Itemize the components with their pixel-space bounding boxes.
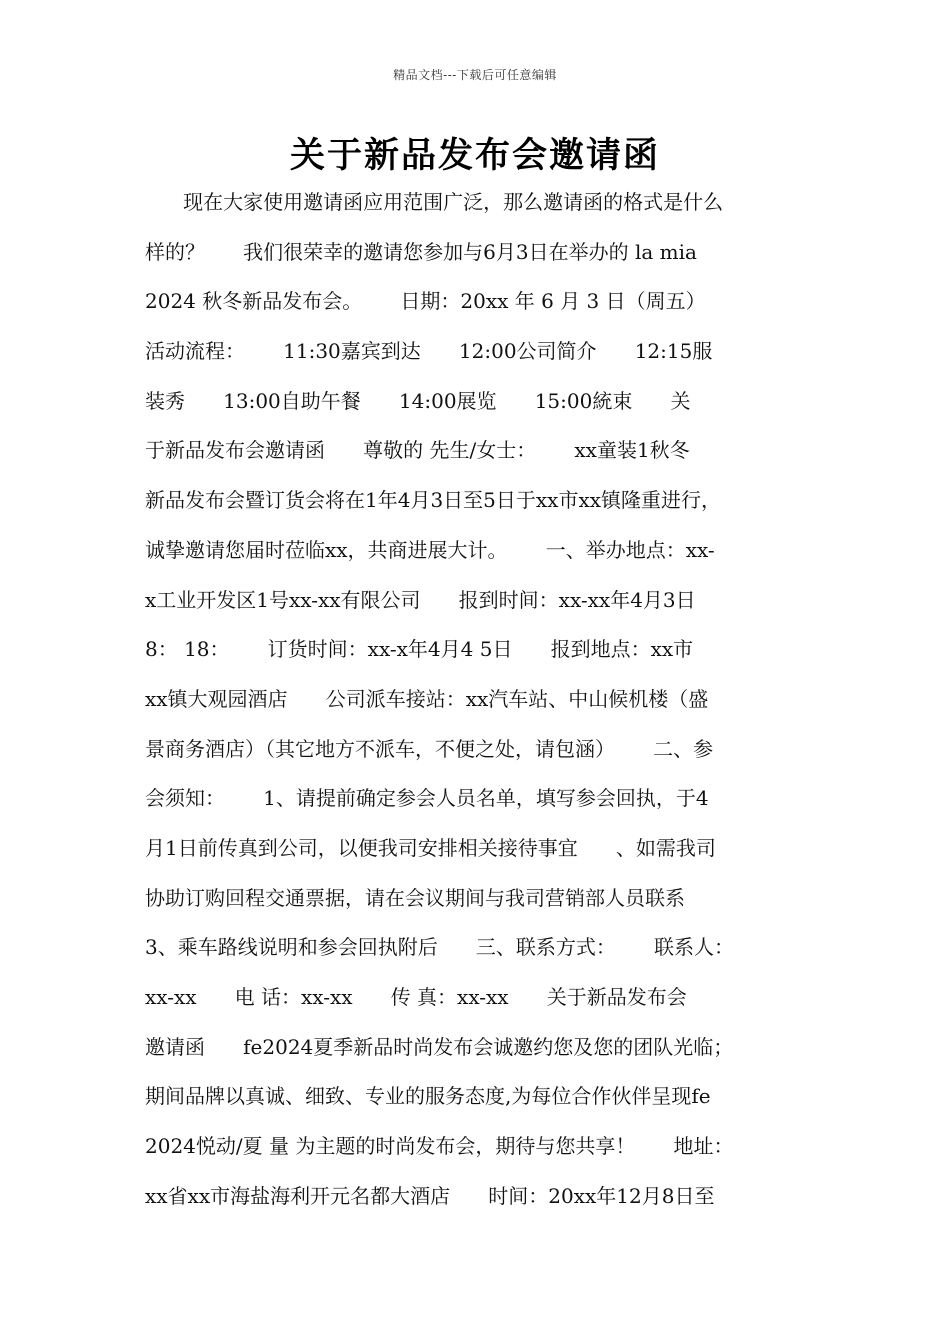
body-line: xx省xx市海盐海利开元名都大酒店 时间：20xx年12月8日至 (145, 1183, 715, 1208)
body-line: 2024 秋冬新品发布会。 日期：20xx 年 6 月 3 日（周五） (145, 289, 706, 314)
body-line: x工业开发区1号xx-xx有限公司 报到时间：xx-xx年4月3日 (145, 587, 696, 612)
body-line: 期间品牌以真诚、细致、专业的服务态度,为每位合作伙伴呈现fe (145, 1084, 711, 1109)
body-line: 邀请函 fe2024夏季新品时尚发布会诚邀约您及您的团队光临； (145, 1034, 734, 1059)
body-line: 景商务酒店）（其它地方不派车，不便之处，请包涵） 二、参 (145, 736, 714, 761)
body-line: xx镇大观园酒店 公司派车接站：xx汽车站、中山候机楼（盛 (145, 686, 709, 711)
body-line: 3、乘车路线说明和参会回执附后 三、联系方式： 联系人： (145, 935, 735, 960)
body-line: 协助订购回程交通票据，请在会议期间与我司营销部人员联系 (145, 885, 685, 910)
header-note: 精品文档---下载后可任意编辑 (393, 68, 557, 82)
body-line: 样的？ 我们很荣幸的邀请您参加与6月3日在举办的 la mia (145, 239, 697, 264)
body-line: 新品发布会暨订货会将在1年4月3日至5日于xx市xx镇隆重进行， (145, 488, 722, 513)
body-line: 2024悦动/夏 量 为主题的时尚发布会，期待与您共享！ 地址： (145, 1134, 734, 1159)
body-line: 现在大家使用邀请函应用范围广泛，那么邀请函的格式是什么 (145, 190, 724, 214)
page-title: 关于新品发布会邀请函 (289, 135, 660, 176)
body-line: 装秀 13:00自助午餐 14:00展览 15:00統束 关 (145, 388, 691, 413)
body-line: 8： 18： 订货时间：xx-x年4月4 5日 报到地点：xx市 (145, 637, 694, 662)
body-line: 会须知： 1、请提前确定参会人员名单，填写参会回执，于4 (145, 786, 709, 811)
body-line: 诚挚邀请您届时莅临xx，共商进展大计。 一、举办地点：xx- (145, 537, 715, 562)
body-line: xx-xx 电 话：xx-xx 传 真：xx-xx 关于新品发布会 (145, 985, 687, 1009)
body-line: 于新品发布会邀请函 尊敬的 先生/女士： xx童装1秋冬 (145, 438, 690, 463)
body-line: 活动流程： 11:30嘉宾到达 12:00公司简介 12:15服 (145, 339, 713, 364)
body-line: 月1日前传真到公司，以便我司安排相关接待事宜 、如需我司 (145, 835, 716, 860)
document-body (145, 178, 825, 1221)
